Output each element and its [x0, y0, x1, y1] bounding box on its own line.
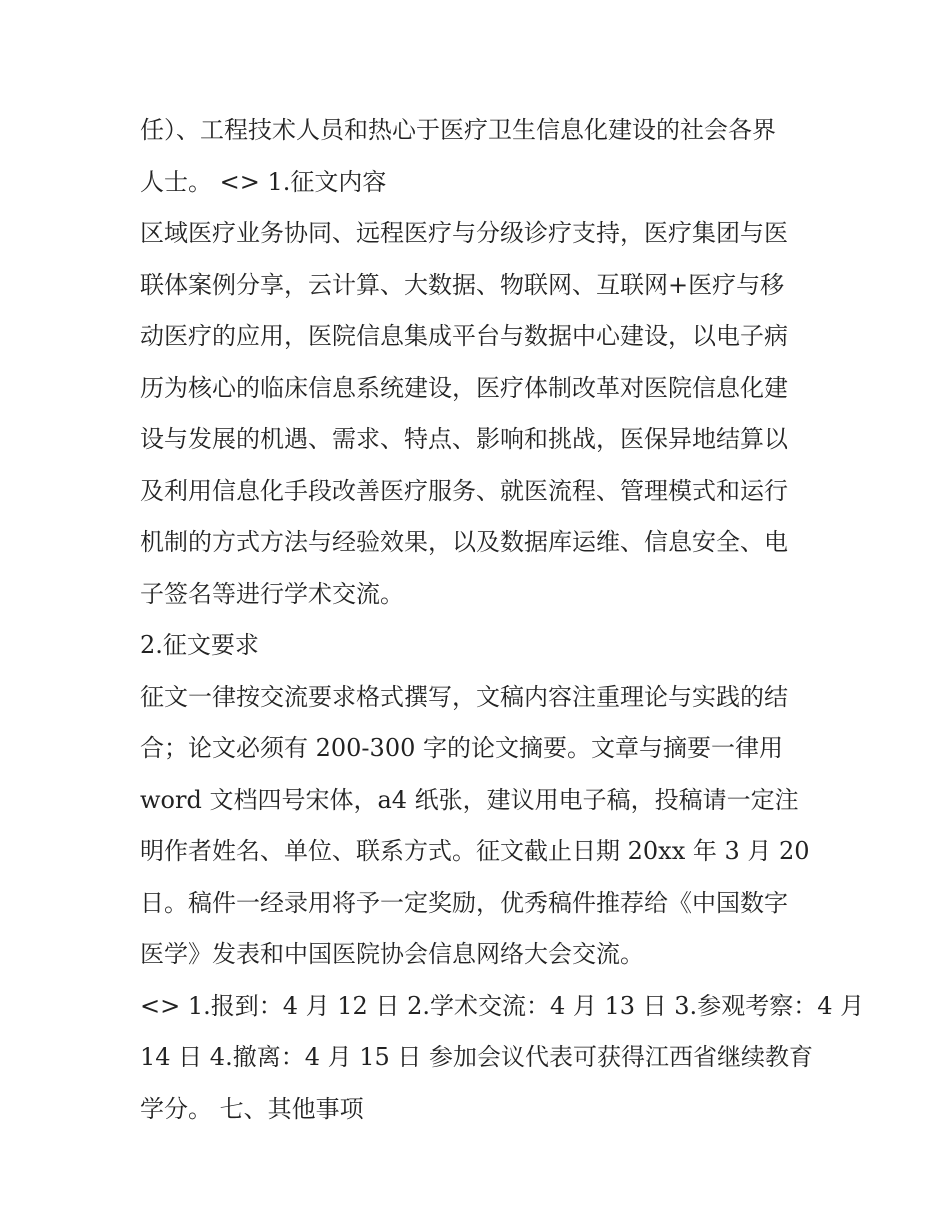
text-line: <> 1.报到：4 月 12 日 2.学术交流：4 月 13 日 3.参观考察：4 月 — [140, 991, 865, 1020]
text-line: 动医疗的应用，医院信息集成平台与数据中心建设，以电子病 — [140, 322, 788, 350]
text-line: 历为核心的临床信息系统建设，医疗体制改革对医院信息化建 — [140, 373, 788, 402]
text-line: 联体案例分享，云计算、大数据、物联网、互联网+医疗与移 — [140, 270, 785, 299]
text-line: 征文一律按交流要求格式撰写，文稿内容注重理论与实践的结 — [140, 682, 788, 711]
text-line: word 文档四号宋体，a4 纸张，建议用电子稿，投稿请一定注 — [140, 785, 799, 814]
text-line: 任）、工程技术人员和热心于医疗卫生信息化建设的社会各界 — [140, 116, 776, 144]
text-line: 机制的方式方法与经验效果，以及数据库运维、信息安全、电 — [140, 528, 788, 556]
text-line: 日。稿件一经录用将予一定奖励，优秀稿件推荐给《中国数字 — [140, 888, 788, 917]
text-line: 医学》发表和中国医院协会信息网络大会交流。 — [140, 940, 644, 968]
text-line: 区域医疗业务协同、远程医疗与分级诊疗支持，医疗集团与医 — [140, 219, 788, 247]
text-line: 14 日 4.撤离：4 月 15 日 参加会议代表可获得江西省继续教育 — [140, 1043, 814, 1071]
section-heading: 2.征文要求 — [140, 631, 259, 659]
text-line: 设与发展的机遇、需求、特点、影响和挑战，医保异地结算以 — [140, 425, 788, 453]
text-line: 学分。 七、其他事项 — [140, 1094, 364, 1123]
text-line: 明作者姓名、单位、联系方式。征文截止日期 20xx 年 3 月 20 — [140, 837, 810, 865]
text-line: 子签名等进行学术交流。 — [140, 579, 404, 608]
text-line: 及利用信息化手段改善医疗服务、就医流程、管理模式和运行 — [140, 476, 788, 505]
text-line: 合；论文必须有 200-300 字的论文摘要。文章与摘要一律用 — [140, 734, 783, 762]
text-line: 人士。 <> 1.征文内容 — [140, 167, 387, 196]
document-body — [140, 105, 865, 1135]
